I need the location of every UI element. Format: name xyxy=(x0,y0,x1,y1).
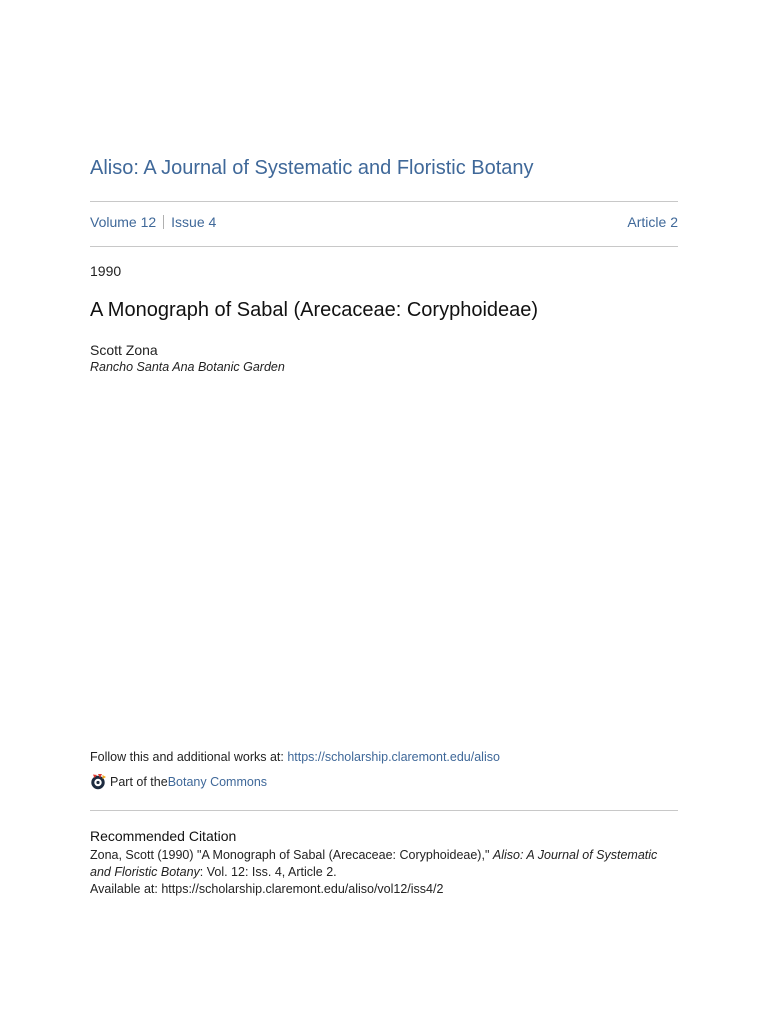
follow-line xyxy=(90,750,500,764)
recommended-citation-heading: Recommended Citation xyxy=(90,828,237,844)
divider xyxy=(90,246,678,247)
network-logo-icon xyxy=(90,773,107,790)
part-of-line xyxy=(90,773,267,790)
volume-link[interactable]: Volume 12 xyxy=(90,214,157,230)
author-affiliation: Rancho Santa Ana Botanic Garden xyxy=(90,360,285,374)
botany-commons-link[interactable]: Botany Commons xyxy=(167,774,268,789)
part-of-text: Part of the xyxy=(110,774,168,789)
article-link[interactable]: Article 2 xyxy=(627,214,678,230)
author-name: Scott Zona xyxy=(90,342,158,358)
citation-suffix: : Vol. 12: Iss. 4, Article 2. xyxy=(199,865,337,879)
follow-text: Follow this and additional works at: xyxy=(90,750,288,764)
article-title: A Monograph of Sabal (Arecaceae: Coryphoideae) xyxy=(90,299,539,321)
separator xyxy=(163,215,164,229)
issue-link[interactable]: Issue 4 xyxy=(171,214,217,230)
publication-year: 1990 xyxy=(90,263,122,279)
divider xyxy=(90,810,678,811)
citation-text xyxy=(90,847,678,898)
journal-title-link[interactable]: Aliso: A Journal of Systematic and Floristic Botany xyxy=(90,157,534,179)
citation-journal: Aliso: A Journal of Systematic and Floristic Botany xyxy=(90,848,658,879)
citation-available: Available at: https://scholarship.claremont.edu/aliso/vol12/iss4/2 xyxy=(90,882,444,896)
divider xyxy=(90,201,678,202)
citation-prefix: Zona, Scott (1990) "A Monograph of Sabal (Arecaceae: Coryphoideae)," xyxy=(90,848,493,862)
repository-link[interactable]: https://scholarship.claremont.edu/aliso xyxy=(287,750,500,764)
issue-bar xyxy=(90,214,678,230)
